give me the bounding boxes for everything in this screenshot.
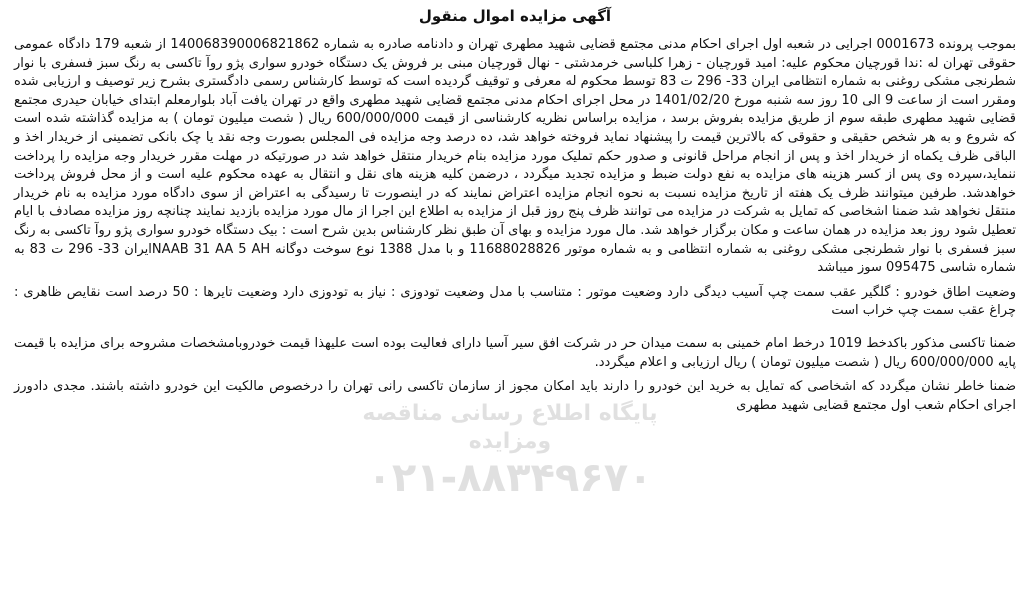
watermark-site-name: پایگاه اطلاع رسانی مناقصه ومزایده [362, 401, 658, 454]
watermark-phone: ۰۲۱-۸۸۳۴۹۶۷۰ [367, 455, 653, 501]
notice-paragraph-taxi-line: ضمنا تاکسی مذکور باکدخط 1019 درخط امام خمینی به سمت میدان حر در شرکت افق سیر آسیا دارای فعالیت بوده است علیهذا قیمت خودروبامشخصات مشروحه برای مزایده با قیمت پایه 600/000/000 ریال ( شصت میلیون تومان ) ریال ارزیابی و اعلام میگردد. [14, 335, 1016, 370]
notice-paragraph-main: بموجب پرونده 0001673 اجرایی در شعبه اول اجرای احکام مدنی مجتمع قضایی شهید مطهری تهران و دادنامه صادره به شماره 140068390006821862 از شعبه 179 دادگاه عمومی حقوقی تهران له :ندا قورچیان محکوم علیه: امید قورچیان - زهرا کلباسی خرمدشتی - نهال قورچیان مبنی بر فروش یک دستگاه خودرو سواری پژو روآ تاکسی به رنگ سبز فسفری با نوار شطرنجی مشکی روغنی به شماره انتظامی ایران 33- 296 ت 83 توسط محکوم له معرفی و توقیف گردیده است که توسط کارشناس رسمی دادگستری بشرح زیر توصیف و ارزیابی شده ومقرر است از ساعت 9 الی 10 روز سه شنبه مورخ 1401/02/20 در محل اجرای احکام مدنی مجتمع قضایی شهید مطهری واقع در تهران یافت آباد بلوارمعلم ابتدای خیابان حیدری مجتمع قضایی شهید مطهری طبقه سوم از طریق مزایده بفروش برسد ، مزایده براساس نظریه کارشناسی از قیمت 600/000/000 ریال ( شصت میلیون تومان ) به مزایده گذاشته شده است که شروع و به هر شخص حقیقی و حقوقی که بالاترین قیمت را پیشنهاد نماید فروخته خواهد شد، ده درصد وجه مزایده فی المجلس بصورت وجه نقد یا چک بانکی تضمینی از خریدار اخذ و الباقی ظرف یکماه از خریدار اخذ و پس از انجام مراحل قانونی و صدور حکم تملیک مورد مزایده بنام خریدار منتقل خواهد شد در صورتیکه در مهلت مقرر خریدار وجه مزایده را پرداخت ننماید،سپرده وی پس از کسر هزینه های مزایده به نفع دولت ضبط و مزایده تجدید میگردد ، درضمن کلیه هزینه های نقل و انتقال به عهده محکوم علیه است و از محل فروش پرداخت خواهدشد. طرفین میتوانند ظرف یک هفته از تاریخ مزایده نسبت به نحوه انجام مزایده اعتراض نمایند که در اینصورت تا رسیدگی به اعتراض از سوی دادگاه مورد مزایده به نام خریدار منتقل نخواهد شد ضمنا اشخاصی که تمایل به شرکت در مزایده می توانند ظرف پنج روز قبل از مزایده به اطلاع این اجرا از مال مورد مزایده بازدید نمایند چنانچه روز مزایده مصادف با ایام تعطیل شود روز بعد مزایده در همان ساعت و مکان برگزار خواهد شد. مال مورد مزایده و بهای آن طبق نظر کارشناس بدین شرح است : بیک دستگاه خودرو سواری پژو روآ تاکسی به رنگ سبز فسفری با نوار شطرنجی مشکی روغنی به شماره انتظامی و به شماره موتور 11688028826 و با مدل 1388 نوع سوخت دوگانه NAAB 31 AA 5 AHایران 33- 296 ت 83 به شماره شاسی 095475 سوز میباشد [14, 37, 1017, 276]
notice-paragraph-permit: ضمنا خاطر نشان میگردد که اشخاصی که تمایل به خرید این خودرو را دارند باید امکان مجوز از سازمان تاکسی رانی تهران را درخصوص مالکیت این خودرو داشته باشند. مجدی دادورز اجرای احکام شعب اول مجتمع قضایی شهید مطهری [14, 379, 1016, 413]
notice-paragraph-condition: وضعیت اطاق خودرو : گلگیر عقب سمت چپ آسیب دیدگی دارد وضعیت موتور : متناسب با مدل وضعیت تودوزی : نیاز به تودوزی دارد وضعیت تایرها : 50 درصد است نقایص ظاهری : چراغ عقب سمت چپ خراب است [14, 284, 1016, 319]
notice-title: آگهی مزایده اموال منقول [418, 7, 612, 25]
auction-notice [14, 0, 1016, 597]
